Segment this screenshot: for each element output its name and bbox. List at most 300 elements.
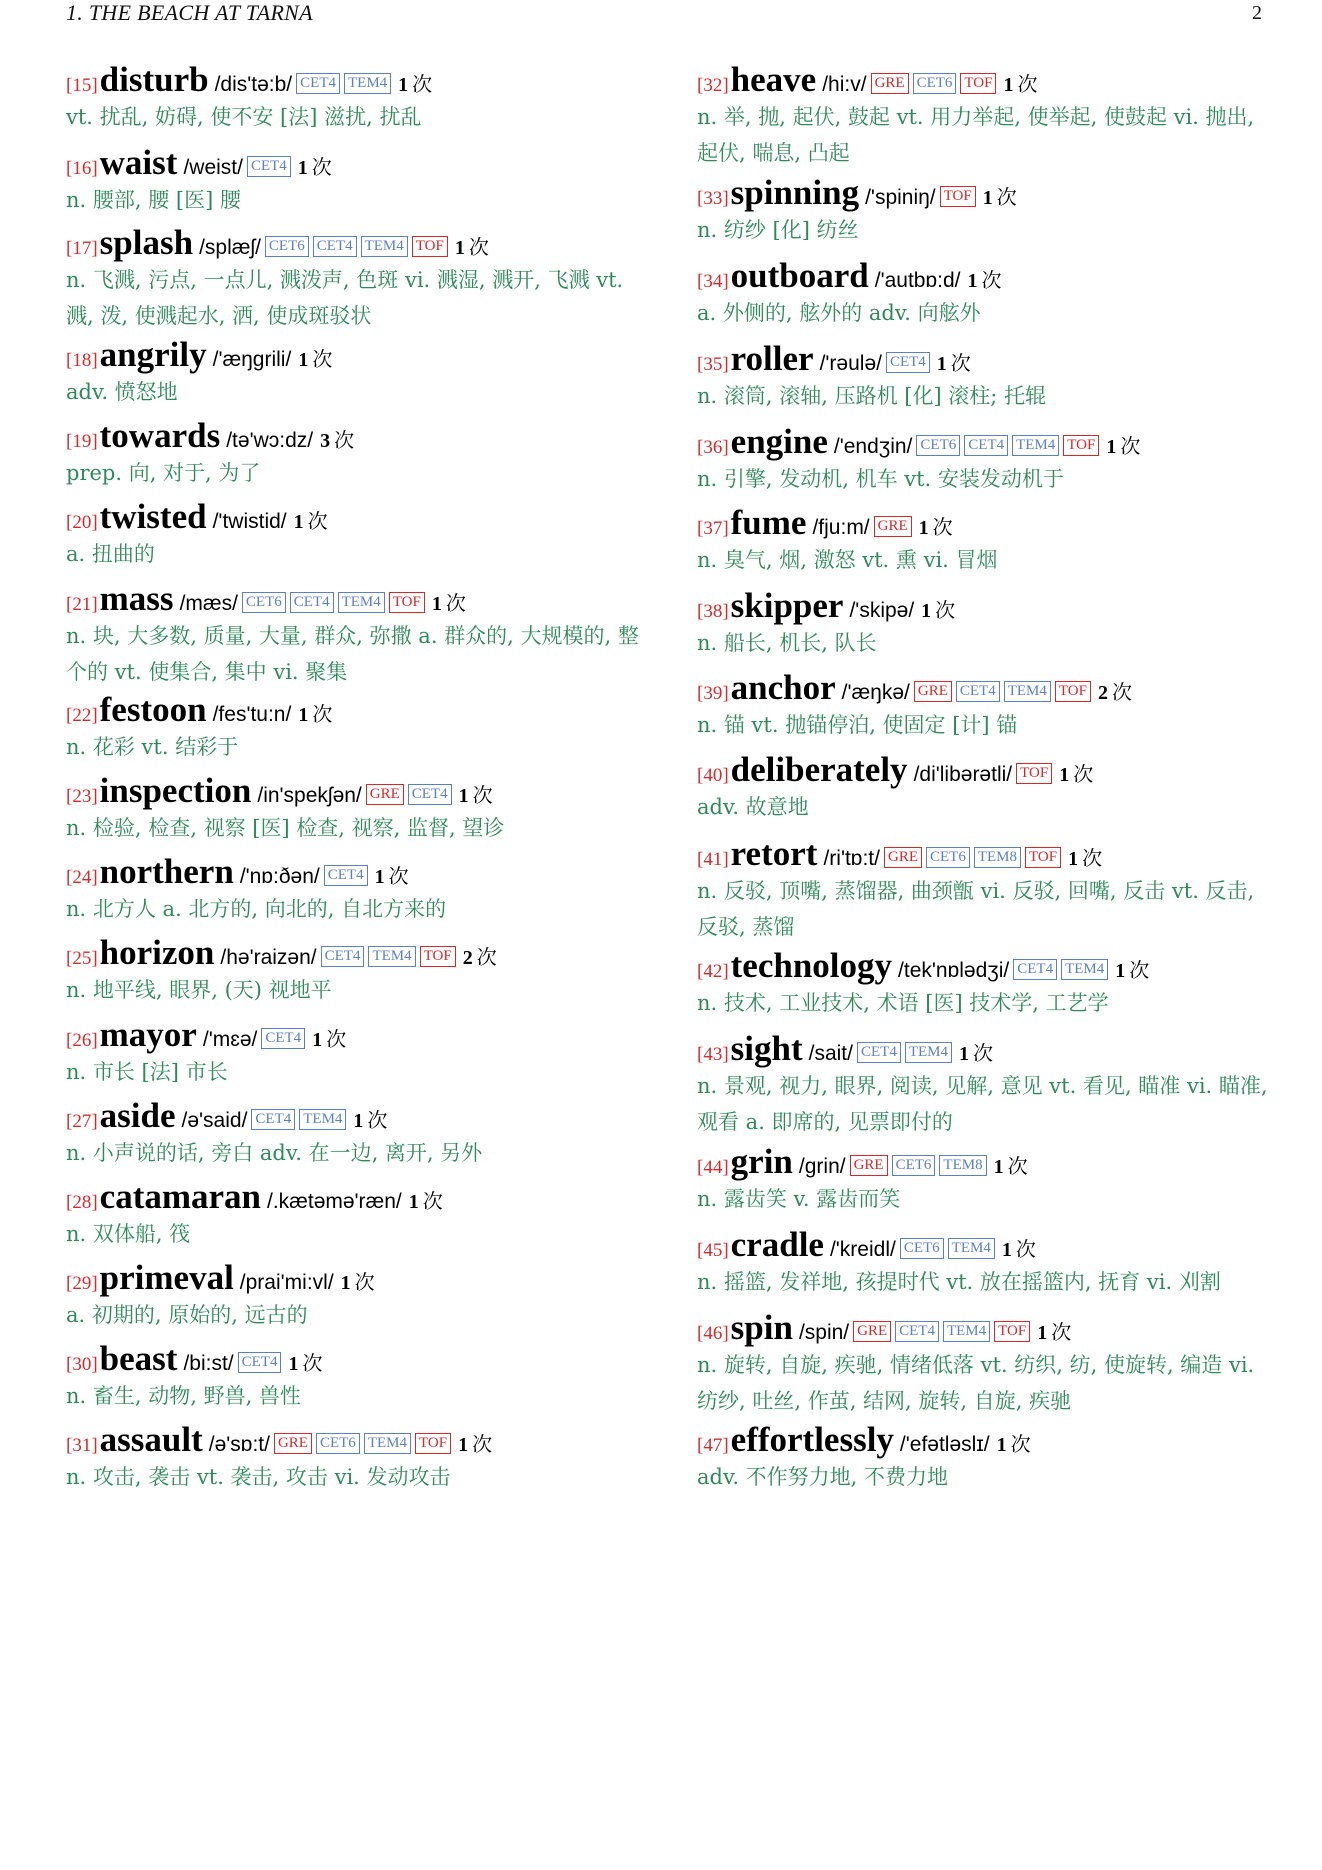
definition: n. 露齿笑 v. 露齿而笑 (697, 1187, 901, 1211)
exam-tag: TEM8 (974, 847, 1021, 868)
entry-headline (697, 337, 1297, 381)
headword: primeval (99, 1258, 234, 1297)
occurrence-count: 1 (398, 74, 409, 96)
exam-tag: CET4 (895, 1321, 939, 1342)
word-entry (697, 501, 1297, 578)
entry-number: [29] (66, 1273, 98, 1294)
word-entry (697, 254, 1297, 331)
occurrence-count: 1 (1001, 1239, 1012, 1261)
entry-number: [26] (66, 1030, 98, 1051)
occurrence-count: 2 (1097, 682, 1108, 704)
phonetic: /mæs/ (179, 592, 238, 615)
phonetic: /'autbɒ:d/ (874, 269, 961, 292)
exam-tag: TEM4 (338, 592, 385, 613)
definition: n. 市长 [法] 市长 (66, 1060, 228, 1084)
exam-tag: CET4 (408, 784, 452, 805)
definition: n. 纺纱 [化] 纺丝 (697, 218, 859, 242)
phonetic: /'efətləslɪ/ (899, 1433, 990, 1456)
entry-number: [38] (697, 601, 729, 622)
entry-headline (697, 1418, 1297, 1462)
entry-headline (66, 1013, 666, 1057)
entry-headline (697, 1027, 1297, 1071)
occurrence-count: 1 (458, 785, 469, 807)
occurrence-count: 1 (959, 1043, 969, 1065)
occurrence-count: 1 (993, 1156, 1004, 1178)
occurrence-count: 1 (293, 511, 304, 533)
count-unit: 次 (996, 185, 1017, 209)
entry-number: [37] (697, 518, 729, 539)
occurrence-count: 1 (340, 1272, 351, 1294)
definition: a. 扭曲的 (66, 542, 155, 566)
word-entry (697, 1418, 1297, 1495)
entry-number: [42] (697, 961, 729, 982)
word-entry (697, 420, 1297, 497)
entry-number: [22] (66, 705, 98, 726)
phonetic: /'mɛə/ (202, 1028, 258, 1051)
headword: skipper (730, 586, 844, 625)
exam-tag: TOF (994, 1321, 1030, 1342)
count-unit: 次 (1010, 1432, 1031, 1456)
entry-number: [24] (66, 867, 98, 888)
occurrence-count: 1 (458, 1434, 469, 1456)
occurrence-count: 1 (996, 1434, 1007, 1456)
exam-tag: CET4 (313, 236, 357, 257)
exam-tag: TOF (1016, 763, 1052, 784)
headword: spinning (730, 173, 860, 212)
exam-tag: TOF (1055, 681, 1091, 702)
phonetic: /bi:st/ (183, 1352, 234, 1375)
entry-number: [40] (697, 765, 729, 786)
entry-number: [17] (66, 238, 98, 259)
word-entry (697, 1140, 1297, 1217)
exam-tag: CET4 (964, 435, 1008, 456)
definition: n. 北方人 a. 北方的, 向北的, 自北方来的 (66, 897, 447, 921)
entry-headline (697, 420, 1297, 464)
exam-tag: CET6 (242, 592, 286, 613)
entry-number: [15] (66, 75, 98, 96)
entry-number: [20] (66, 512, 98, 533)
count-unit: 次 (302, 1351, 323, 1375)
count-unit: 次 (973, 1041, 993, 1065)
entry-headline (66, 221, 666, 265)
entry-number: [19] (66, 431, 98, 452)
definition: n. 引擎, 发动机, 机车 vt. 安装发动机于 (697, 467, 1064, 491)
count-unit: 次 (1120, 434, 1141, 458)
occurrence-count: 1 (297, 157, 308, 179)
occurrence-count: 1 (982, 187, 993, 209)
exam-tag: CET4 (247, 156, 291, 177)
word-entry (697, 1027, 1297, 1140)
definition: n. 飞溅, 污点, 一点儿, 溅泼声, 色斑 vi. 溅湿, 溅开, 飞溅 vt. 溅, 泼, 使溅起水, 洒, 使成斑驳状 (66, 268, 624, 328)
exam-tag: CET6 (265, 236, 309, 257)
entry-number: [30] (66, 1354, 98, 1375)
count-unit: 次 (1082, 846, 1103, 870)
entry-headline (697, 58, 1297, 102)
headword: roller (730, 339, 814, 378)
count-unit: 次 (412, 72, 433, 96)
entry-number: [18] (66, 350, 98, 371)
count-unit: 次 (932, 515, 953, 539)
entry-number: [23] (66, 786, 98, 807)
entry-headline (66, 58, 666, 102)
word-entry (66, 333, 666, 410)
exam-tag: TEM4 (368, 946, 415, 967)
occurrence-count: 1 (454, 237, 465, 259)
count-unit: 次 (1129, 958, 1150, 982)
count-unit: 次 (326, 1027, 347, 1051)
headword: northern (99, 852, 234, 891)
count-unit: 次 (472, 783, 493, 807)
occurrence-count: 1 (431, 593, 442, 615)
definition: n. 地平线, 眼界, (天) 视地平 (66, 978, 332, 1002)
count-unit: 次 (354, 1270, 375, 1294)
entry-headline (66, 1094, 666, 1138)
word-entry (697, 337, 1297, 414)
word-entry (66, 1418, 666, 1495)
occurrence-count: 3 (320, 430, 331, 452)
definition: n. 技术, 工业技术, 术语 [医] 技术学, 工艺学 (697, 991, 1109, 1015)
entry-headline (697, 1223, 1297, 1267)
count-unit: 次 (950, 351, 971, 375)
phonetic: /sait/ (808, 1042, 853, 1065)
entry-number: [35] (697, 354, 729, 375)
phonetic: /hi:v/ (822, 73, 867, 96)
entry-number: [34] (697, 271, 729, 292)
exam-tag: TOF (412, 236, 448, 257)
occurrence-count: 1 (1106, 436, 1117, 458)
phonetic: /'æŋkə/ (841, 681, 910, 704)
definition: n. 摇篮, 发祥地, 孩提时代 vt. 放在摇篮内, 抚育 vi. 刈割 (697, 1270, 1221, 1294)
headword: festoon (99, 690, 207, 729)
count-unit: 次 (476, 945, 497, 969)
exam-tag: CET4 (321, 946, 365, 967)
word-entry (697, 832, 1297, 945)
exam-tag: CET4 (886, 352, 930, 373)
count-unit: 次 (307, 509, 328, 533)
entry-headline (697, 944, 1297, 988)
definition: a. 初期的, 原始的, 远古的 (66, 1303, 308, 1327)
entry-number: [47] (697, 1435, 729, 1456)
entry-number: [39] (697, 683, 729, 704)
occurrence-count: 1 (1003, 74, 1014, 96)
exam-tag: CET6 (316, 1433, 360, 1454)
exam-tag: CET4 (857, 1042, 901, 1063)
definition: n. 小声说的话, 旁白 adv. 在一边, 离开, 另外 (66, 1141, 483, 1165)
entry-number: [27] (66, 1111, 98, 1132)
entry-number: [31] (66, 1435, 98, 1456)
word-entry (697, 584, 1297, 661)
exam-tag: GRE (914, 681, 952, 702)
count-unit: 次 (312, 702, 333, 726)
word-entry (66, 1256, 666, 1333)
definition: n. 滚筒, 滚轴, 压路机 [化] 滚柱; 托辊 (697, 384, 1047, 408)
count-unit: 次 (1017, 72, 1038, 96)
count-unit: 次 (388, 864, 409, 888)
phonetic: /'endʒin/ (833, 435, 913, 458)
definition: n. 旋转, 自旋, 疾驰, 情绪低落 vt. 纺织, 纺, 使旋转, 编造 vi. 纺纱, 吐丝, 作茧, 结网, 旋转, 自旋, 疾驰 (697, 1353, 1255, 1413)
entry-number: [16] (66, 158, 98, 179)
phonetic: /fes'tu:n/ (212, 703, 292, 726)
word-entry (66, 1337, 666, 1414)
exam-tag: CET4 (290, 592, 334, 613)
exam-tag: TOF (1063, 435, 1099, 456)
entry-headline (697, 832, 1297, 876)
word-entry (697, 1223, 1297, 1300)
exam-tag: CET6 (916, 435, 960, 456)
exam-tag: TEM4 (1004, 681, 1051, 702)
headword: angrily (99, 335, 207, 374)
exam-tag: CET4 (956, 681, 1000, 702)
definition: n. 船长, 机长, 队长 (697, 631, 877, 655)
occurrence-count: 1 (936, 353, 947, 375)
word-entry (66, 1175, 666, 1252)
definition: n. 臭气, 烟, 激怒 vt. 熏 vi. 冒烟 (697, 548, 998, 572)
exam-tag: GRE (884, 847, 922, 868)
headword: towards (99, 416, 221, 455)
exam-tag: TEM4 (364, 1433, 411, 1454)
phonetic: /'skipə/ (849, 599, 915, 622)
entry-headline (697, 666, 1297, 710)
occurrence-count: 1 (312, 1029, 323, 1051)
phonetic: /spin/ (798, 1321, 850, 1344)
word-entry (66, 141, 666, 218)
definition: n. 锚 vt. 抛锚停泊, 使固定 [计] 锚 (697, 713, 1018, 737)
word-entry (697, 171, 1297, 248)
entry-number: [43] (697, 1044, 729, 1065)
headword: mass (99, 579, 174, 618)
definition: adv. 愤怒地 (66, 380, 178, 404)
count-unit: 次 (1015, 1237, 1036, 1261)
headword: catamaran (99, 1177, 262, 1216)
phonetic: /'rəulə/ (819, 352, 882, 375)
occurrence-count: 2 (462, 947, 473, 969)
entry-number: [21] (66, 594, 98, 615)
word-entry (66, 495, 666, 572)
phonetic: /tek'nɒlədʒi/ (898, 959, 1010, 982)
headword: grin (730, 1142, 793, 1181)
definition: adv. 故意地 (697, 795, 809, 819)
occurrence-count: 1 (298, 349, 309, 371)
entry-number: [46] (697, 1323, 729, 1344)
entry-number: [45] (697, 1240, 729, 1261)
occurrence-count: 1 (918, 517, 929, 539)
occurrence-count: 1 (1037, 1322, 1048, 1344)
count-unit: 次 (472, 1432, 493, 1456)
phonetic: /tə'wɔ:dz/ (226, 429, 314, 452)
headword: beast (99, 1339, 178, 1378)
exam-tag: CET6 (913, 73, 957, 94)
phonetic: /di'libərətli/ (913, 763, 1013, 786)
definition: a. 外侧的, 舷外的 adv. 向舷外 (697, 301, 981, 325)
headword: waist (99, 143, 178, 182)
page-number: 2 (1252, 2, 1262, 24)
count-unit: 次 (1007, 1154, 1028, 1178)
exam-tag: CET4 (251, 1109, 295, 1130)
count-unit: 次 (1111, 680, 1132, 704)
exam-tag: TOF (1025, 847, 1061, 868)
occurrence-count: 1 (1059, 764, 1070, 786)
exam-tag: GRE (366, 784, 404, 805)
phonetic: /ri'tɒ:t/ (823, 847, 880, 870)
exam-tag: TEM4 (948, 1238, 995, 1259)
headword: mayor (99, 1015, 197, 1054)
occurrence-count: 1 (1068, 848, 1079, 870)
count-unit: 次 (311, 155, 332, 179)
word-entry (697, 666, 1297, 743)
headword: spin (730, 1308, 793, 1347)
phonetic: /'spiniŋ/ (865, 186, 936, 209)
exam-tag: TEM4 (361, 236, 408, 257)
definition: n. 块, 大多数, 质量, 大量, 群众, 弥撒 a. 群众的, 大规模的, 整个的 vt. 使集合, 集中 vi. 聚集 (66, 624, 639, 684)
entry-headline (66, 931, 666, 975)
phonetic: /prai'mi:vl/ (239, 1271, 334, 1294)
headword: effortlessly (730, 1420, 894, 1459)
headword: sight (730, 1029, 803, 1068)
exam-tag: GRE (274, 1433, 312, 1454)
entry-headline (66, 414, 666, 458)
entry-number: [32] (697, 75, 729, 96)
definition: n. 反驳, 顶嘴, 蒸馏器, 曲颈甑 vi. 反驳, 回嘴, 反击 vt. 反击, 反驳, 蒸馏 (697, 879, 1255, 939)
entry-number: [44] (697, 1157, 729, 1178)
word-entry (66, 688, 666, 765)
headword: horizon (99, 933, 215, 972)
phonetic: /grin/ (798, 1155, 846, 1178)
entry-headline (66, 1418, 666, 1462)
occurrence-count: 1 (921, 600, 932, 622)
entry-number: [25] (66, 948, 98, 969)
chapter-title: 1. THE BEACH AT TARNA (66, 0, 313, 25)
exam-tag: TOF (420, 946, 456, 967)
occurrence-count: 1 (1115, 960, 1126, 982)
phonetic: /hə'raizən/ (220, 946, 317, 969)
phonetic: /'æŋgrili/ (212, 348, 292, 371)
phonetic: /dis'tə:b/ (214, 73, 293, 96)
exam-tag: GRE (850, 1155, 888, 1176)
word-entry (697, 58, 1297, 171)
exam-tag: TOF (960, 73, 996, 94)
entry-headline (66, 688, 666, 732)
entry-headline (697, 171, 1297, 215)
definition: vt. 扰乱, 妨碍, 使不安 [法] 滋扰, 扰乱 (66, 105, 422, 129)
count-unit: 次 (422, 1189, 443, 1213)
entry-headline (697, 501, 1297, 545)
headword: splash (99, 223, 194, 262)
count-unit: 次 (1051, 1320, 1072, 1344)
headword: assault (99, 1420, 203, 1459)
entry-headline (697, 748, 1297, 792)
entry-headline (66, 850, 666, 894)
occurrence-count: 1 (967, 270, 978, 292)
headword: aside (99, 1096, 176, 1135)
word-entry (66, 58, 666, 135)
definition: n. 攻击, 袭击 vt. 袭击, 攻击 vi. 发动攻击 (66, 1465, 451, 1489)
headword: outboard (730, 256, 869, 295)
headword: deliberately (730, 750, 908, 789)
phonetic: /ə'said/ (181, 1109, 248, 1132)
entry-headline (66, 769, 666, 813)
phonetic: /'nɒ:ðən/ (239, 865, 320, 888)
count-unit: 次 (445, 591, 466, 615)
definition: n. 畜生, 动物, 野兽, 兽性 (66, 1384, 301, 1408)
word-entry (697, 1306, 1297, 1419)
headword: fume (730, 503, 807, 542)
exam-tag: GRE (871, 73, 909, 94)
entry-headline (66, 495, 666, 539)
entry-headline (697, 254, 1297, 298)
word-entry (66, 221, 666, 334)
entry-headline (697, 1306, 1297, 1350)
exam-tag: CET4 (324, 865, 368, 886)
headword: anchor (730, 668, 836, 707)
exam-tag: CET6 (892, 1155, 936, 1176)
entry-number: [28] (66, 1192, 98, 1213)
count-unit: 次 (468, 235, 489, 259)
exam-tag: TOF (415, 1433, 451, 1454)
word-entry (66, 931, 666, 1008)
phonetic: /weist/ (183, 156, 243, 179)
headword: disturb (99, 60, 209, 99)
occurrence-count: 1 (408, 1191, 419, 1213)
exam-tag: CET4 (296, 73, 340, 94)
count-unit: 次 (935, 598, 956, 622)
headword: retort (730, 834, 818, 873)
exam-tag: GRE (874, 516, 912, 537)
word-entry (66, 414, 666, 491)
count-unit: 次 (312, 347, 333, 371)
phonetic: /'twistid/ (212, 510, 287, 533)
exam-tag: CET4 (1013, 959, 1057, 980)
headword: engine (730, 422, 828, 461)
headword: inspection (99, 771, 252, 810)
exam-tag: TEM4 (905, 1042, 952, 1063)
entry-headline (66, 333, 666, 377)
count-unit: 次 (367, 1108, 388, 1132)
word-entry (697, 748, 1297, 825)
headword: heave (730, 60, 817, 99)
word-entry (66, 769, 666, 846)
exam-tag: TOF (389, 592, 425, 613)
entry-number: [36] (697, 437, 729, 458)
entry-number: [33] (697, 188, 729, 209)
exam-tag: TEM4 (344, 73, 391, 94)
definition: adv. 不作努力地, 不费力地 (697, 1465, 949, 1489)
occurrence-count: 1 (298, 704, 309, 726)
phonetic: /in'spekʃən/ (257, 784, 362, 807)
word-entry (66, 1094, 666, 1171)
count-unit: 次 (1073, 762, 1094, 786)
phonetic: /splæʃ/ (199, 236, 261, 259)
headword: twisted (99, 497, 207, 536)
phonetic: /ə'sɒ:t/ (208, 1433, 270, 1456)
exam-tag: TEM4 (1012, 435, 1059, 456)
definition: n. 举, 抛, 起伏, 鼓起 vt. 用力举起, 使举起, 使鼓起 vi. 抛出, 起伏, 喘息, 凸起 (697, 105, 1255, 165)
definition: n. 检验, 检查, 视察 [医] 检查, 视察, 监督, 望诊 (66, 816, 505, 840)
entry-headline (66, 141, 666, 185)
count-unit: 次 (334, 428, 355, 452)
definition: n. 双体船, 筏 (66, 1222, 191, 1246)
exam-tag: GRE (853, 1321, 891, 1342)
definition: prep. 向, 对于, 为了 (66, 461, 261, 485)
phonetic: /.kætəmə'ræn/ (267, 1190, 402, 1213)
occurrence-count: 1 (353, 1110, 364, 1132)
headword: cradle (730, 1225, 824, 1264)
word-entry (66, 850, 666, 927)
definition: n. 腰部, 腰 [医] 腰 (66, 188, 241, 212)
word-entry (697, 944, 1297, 1021)
exam-tag: CET6 (926, 847, 970, 868)
exam-tag: TEM4 (943, 1321, 990, 1342)
count-unit: 次 (981, 268, 1002, 292)
